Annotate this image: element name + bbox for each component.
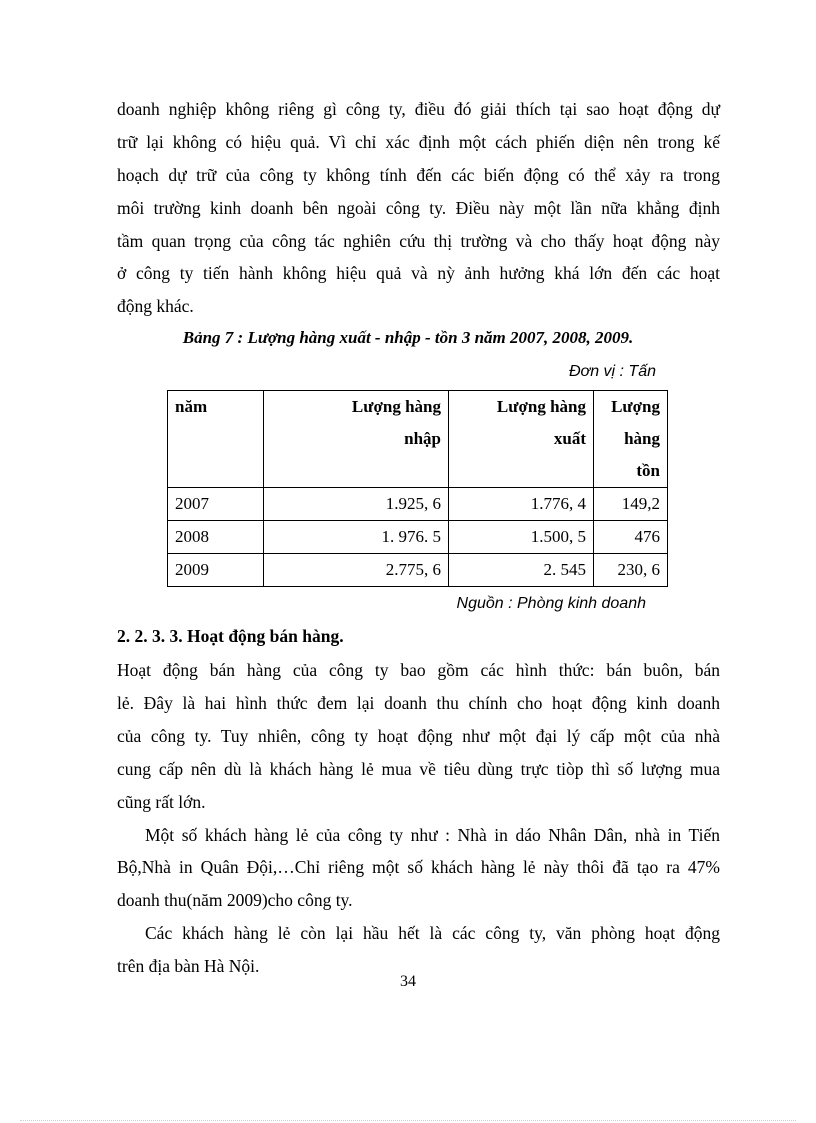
header-export [449, 391, 594, 488]
paragraph-line: Các khách hàng lẻ còn lại hầu hết là các công ty, văn phòng hoạt động [145, 923, 720, 943]
unit-note: Đơn vị : Tấn [568, 363, 656, 380]
header-line: tồn [636, 461, 660, 480]
paragraph-line: động khác. [117, 296, 194, 316]
table-header-row [168, 391, 668, 488]
inventory-table [167, 390, 668, 587]
cell-stock: 149,2 [594, 488, 668, 521]
page-number: 34 [400, 973, 416, 990]
cell-import: 2.775, 6 [264, 554, 449, 587]
paragraph-line: cung cấp nên dù là khách hàng lẻ mua về tiêu dùng trực tiòp thì số lượng mua [117, 759, 720, 779]
page-bottom-divider [20, 1120, 796, 1121]
paragraph-line: Bộ,Nhà in Quân Đội,…Chỉ riêng một số khách hàng lẻ này thôi đã tạo ra 47% [117, 857, 720, 877]
header-line: Lượng hàng [351, 397, 441, 416]
paragraph-line: của công ty. Tuy nhiên, công ty hoạt động như một đại lý cấp một của nhà [117, 726, 720, 746]
cell-year: 2008 [168, 521, 264, 554]
paragraph-line: doanh nghiệp không riêng gì công ty, điều đó giải thích tại sao hoạt động dự [117, 99, 720, 119]
header-line: năm [175, 397, 208, 416]
header-year [168, 391, 264, 488]
paragraph-line: tầm quan trọng của công tác nghiên cứu thị trường và cho thấy hoạt động này [117, 231, 720, 251]
table-row [168, 488, 668, 521]
table-row [168, 554, 668, 587]
paragraph-line: ở công ty tiến hành không hiệu quả và nỳ ảnh hưởng khá lớn đến các hoạt [117, 263, 720, 283]
cell-export: 2. 545 [449, 554, 594, 587]
header-import [264, 391, 449, 488]
paragraph-line: doanh thu(năm 2009)cho công ty. [117, 890, 353, 910]
paragraph-line: Một số khách hàng lẻ của công ty như : Nhà in dáo Nhân Dân, nhà in Tiến [145, 825, 720, 845]
header-line: Lượng hàng [611, 397, 660, 448]
cell-stock: 230, 6 [594, 554, 668, 587]
paragraph-line: cũng rất lớn. [117, 792, 206, 812]
table-caption: Bảng 7 : Lượng hàng xuất - nhập - tồn 3 năm 2007, 2008, 2009. [182, 328, 634, 347]
cell-stock: 476 [594, 521, 668, 554]
header-line: nhập [404, 429, 441, 448]
section-heading: 2. 2. 3. 3. Hoạt động bán hàng. [117, 626, 344, 646]
cell-export: 1.776, 4 [449, 488, 594, 521]
header-stock [594, 391, 668, 488]
cell-import: 1.925, 6 [264, 488, 449, 521]
paragraph-line: trữ lại không có hiệu quả. Vì chỉ xác định một cách phiến diện nên trong kế [117, 132, 720, 152]
paragraph-line: môi trường kinh doanh bên ngoài công ty. Điều này một lần nữa khẳng định [117, 198, 720, 218]
cell-year: 2007 [168, 488, 264, 521]
table-row [168, 521, 668, 554]
cell-import: 1. 976. 5 [264, 521, 449, 554]
header-line: Lượng hàng [496, 397, 586, 416]
cell-export: 1.500, 5 [449, 521, 594, 554]
header-line: xuất [553, 429, 586, 448]
cell-year: 2009 [168, 554, 264, 587]
paragraph-line: trên địa bàn Hà Nội. [117, 956, 260, 976]
paragraph-line: Hoạt động bán hàng của công ty bao gồm các hình thức: bán buôn, bán [117, 660, 720, 680]
source-note: Nguồn : Phòng kinh doanh [456, 595, 646, 612]
paragraph-line: hoạch dự trữ của công ty không tính đến các biến động có thể xảy ra trong [117, 165, 720, 185]
paragraph-line: lẻ. Đây là hai hình thức đem lại doanh thu chính cho hoạt động kinh doanh [117, 693, 720, 713]
